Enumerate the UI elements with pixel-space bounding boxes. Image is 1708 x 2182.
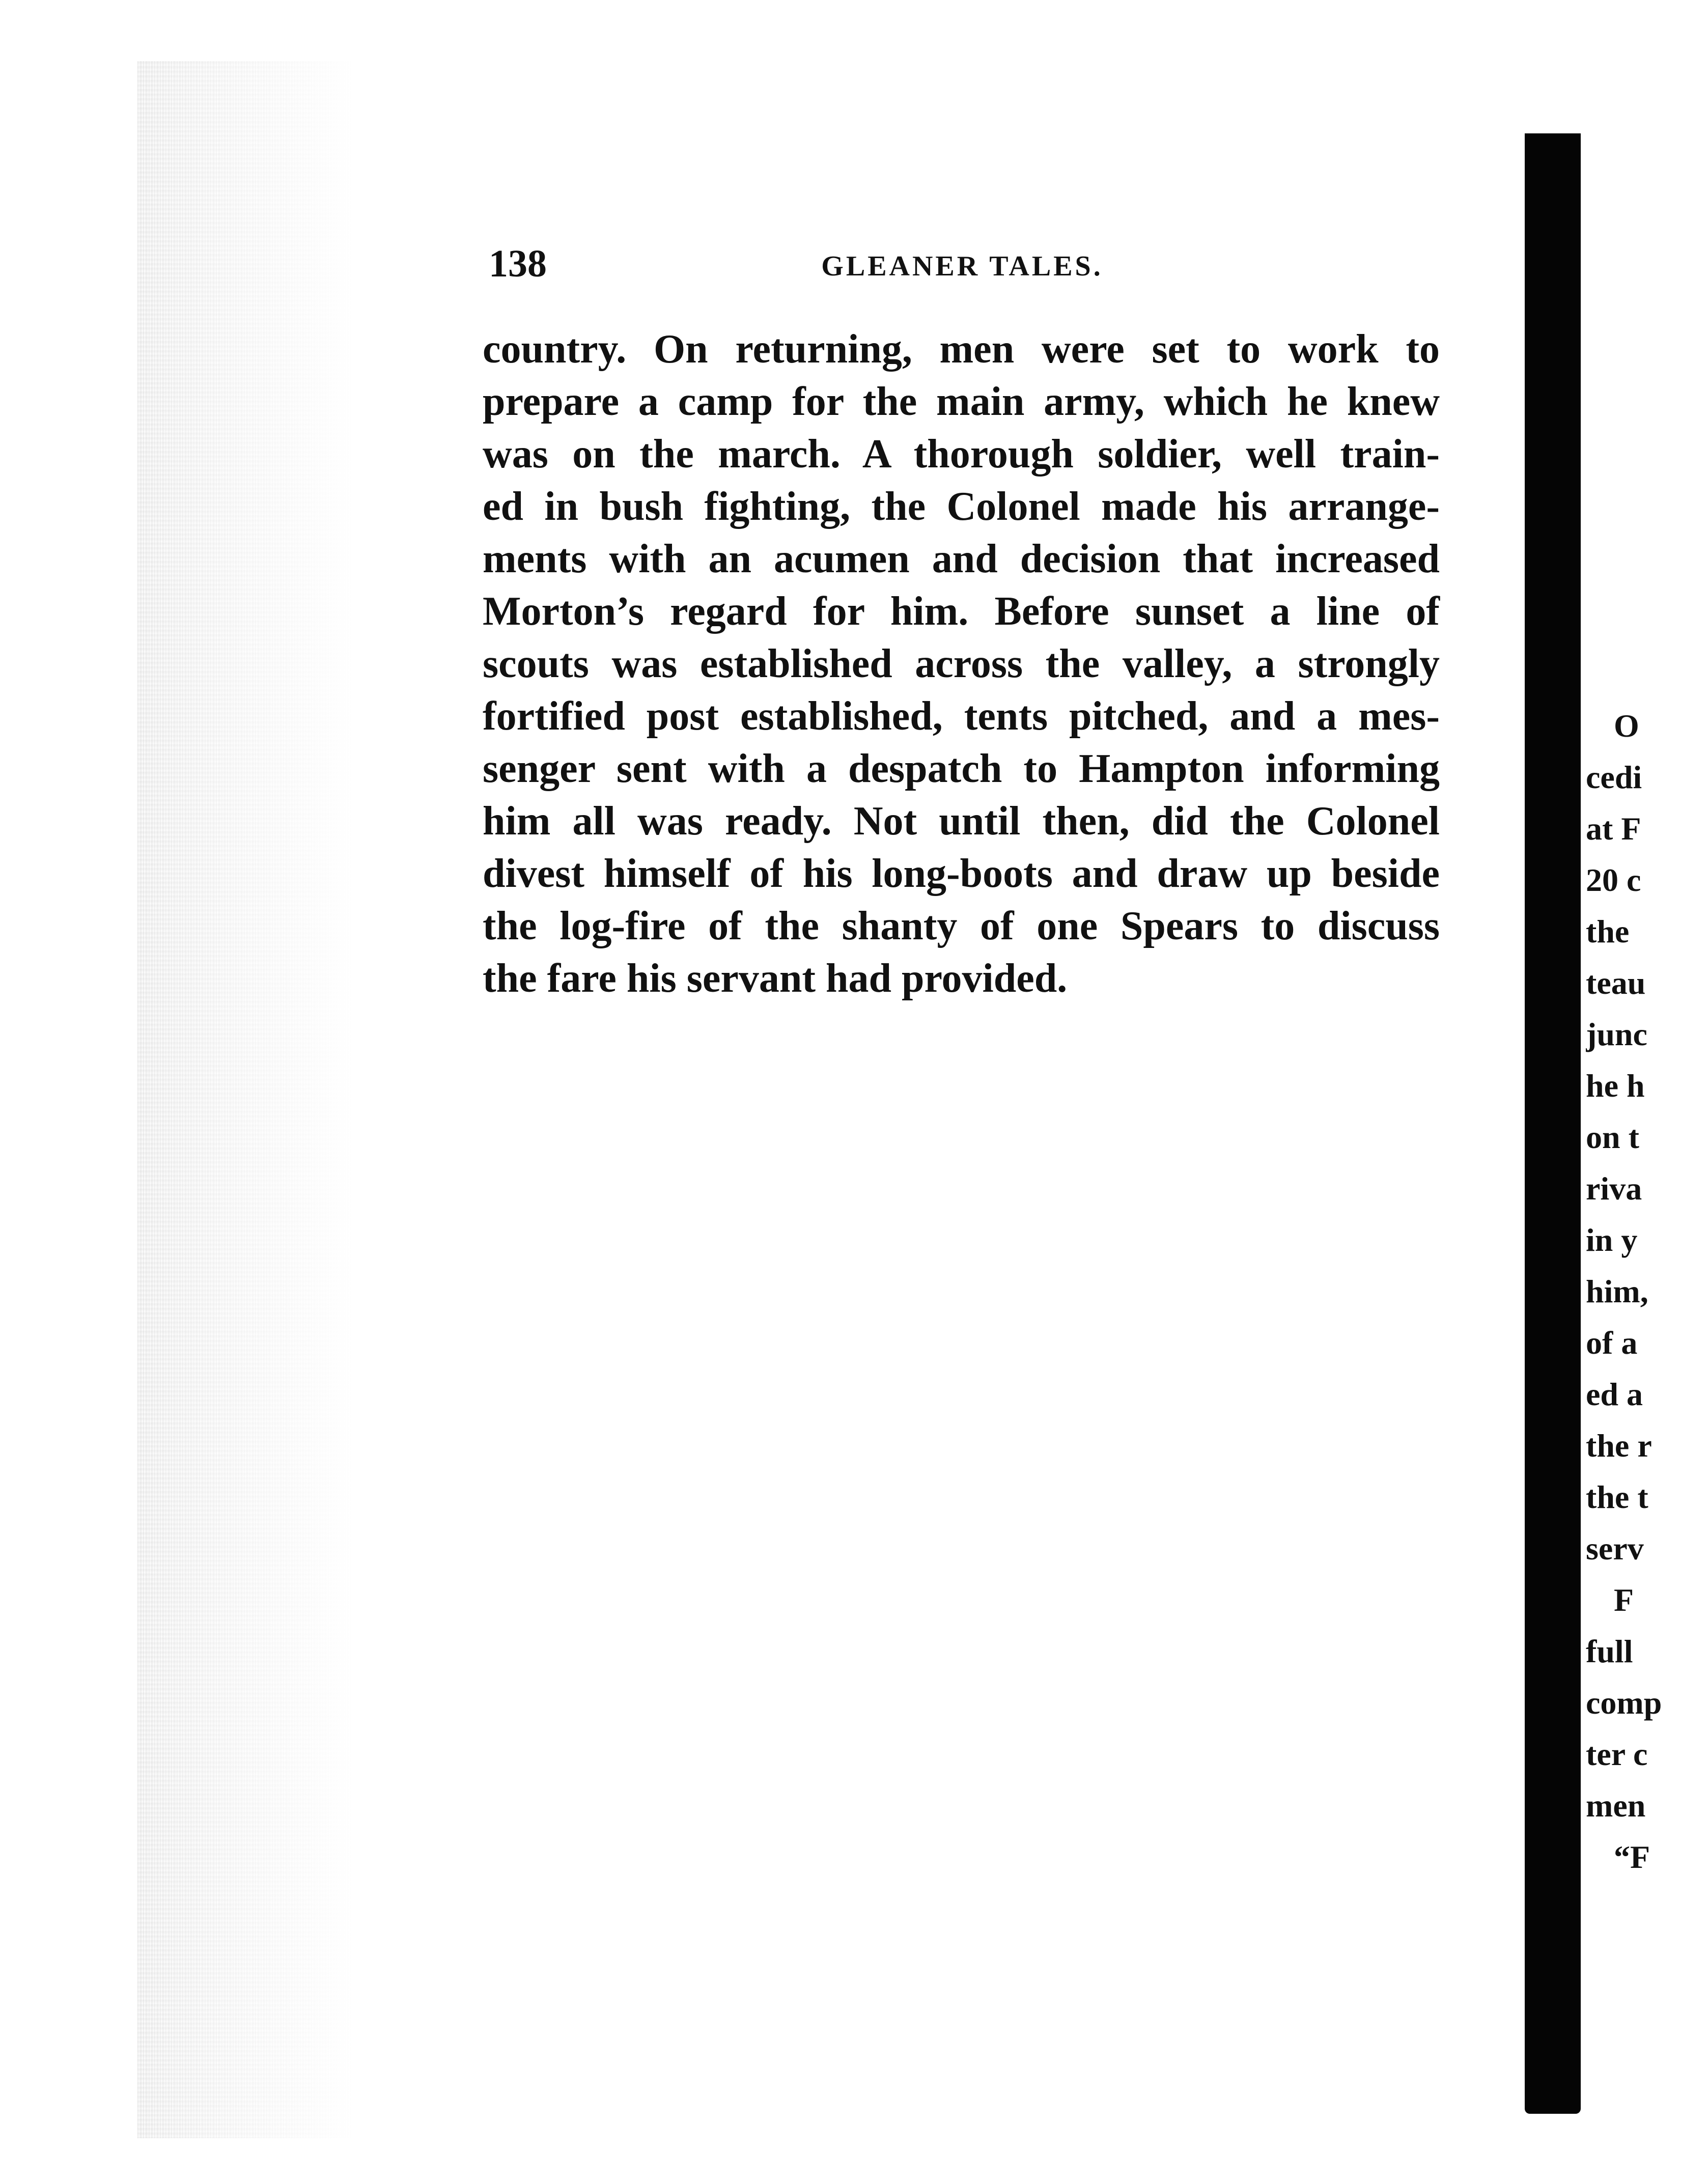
fragment-line: him, bbox=[1586, 1273, 1648, 1309]
fragment-line: the bbox=[1586, 913, 1630, 949]
book-gutter-shadow bbox=[1525, 133, 1581, 2114]
fragment-line: F bbox=[1614, 1582, 1634, 1618]
text-line: fortified post established, tents pitched, and a mes- bbox=[483, 694, 1440, 739]
text-line: ed in bush fighting, the Colonel made his arrange- bbox=[483, 484, 1440, 529]
fragment-line: 20 c bbox=[1586, 862, 1641, 898]
scan-shadow-left-edge bbox=[137, 61, 356, 2138]
text-line: country. On returning, men were set to work to bbox=[483, 327, 1440, 372]
fragment-line: men bbox=[1586, 1787, 1646, 1824]
text-line: senger sent with a despatch to Hampton informing bbox=[483, 746, 1440, 791]
text-line: the fare his servant had provided. bbox=[483, 956, 1068, 1001]
text-line: him all was ready. Not until then, did the Colonel bbox=[483, 799, 1440, 844]
fragment-line: comp bbox=[1586, 1685, 1662, 1721]
fragment-line: on t bbox=[1586, 1119, 1639, 1155]
page-header bbox=[489, 242, 1436, 298]
fragment-line: at F bbox=[1586, 810, 1641, 847]
body-text bbox=[483, 323, 1440, 1005]
text-line: scouts was established across the valley, a strongly bbox=[483, 641, 1440, 686]
fragment-line: he h bbox=[1586, 1068, 1645, 1104]
running-title: GLEANER TALES. bbox=[821, 250, 1103, 282]
fragment-line: teau bbox=[1586, 965, 1646, 1001]
fragment-line: ed a bbox=[1586, 1376, 1643, 1412]
fragment-line: “F bbox=[1614, 1839, 1650, 1875]
fragment-line: the r bbox=[1586, 1428, 1652, 1464]
fragment-line: junc bbox=[1586, 1016, 1647, 1052]
text-line: prepare a camp for the main army, which he knew bbox=[483, 379, 1440, 424]
fragment-line: full bbox=[1586, 1633, 1633, 1669]
text-line: was on the march. A thorough soldier, well train- bbox=[483, 432, 1440, 477]
fragment-line: ter c bbox=[1586, 1736, 1648, 1772]
fragment-line: O bbox=[1614, 708, 1639, 744]
text-line: divest himself of his long-boots and draw up beside bbox=[483, 851, 1440, 896]
fragment-line: the t bbox=[1586, 1479, 1648, 1515]
text-line: ments with an acumen and decision that increased bbox=[483, 537, 1440, 581]
fragment-line: cedi bbox=[1586, 759, 1642, 795]
text-line: Morton’s regard for him. Before sunset a line of bbox=[483, 589, 1440, 634]
fragment-line: riva bbox=[1586, 1170, 1642, 1207]
text-line: the log-fire of the shanty of one Spears to discuss bbox=[483, 904, 1440, 948]
fragment-line: serv bbox=[1586, 1530, 1644, 1566]
fragment-line: in y bbox=[1586, 1222, 1638, 1258]
next-page-fragment bbox=[1586, 700, 1708, 1883]
page-number: 138 bbox=[489, 242, 547, 285]
fragment-line: of a bbox=[1586, 1325, 1638, 1361]
